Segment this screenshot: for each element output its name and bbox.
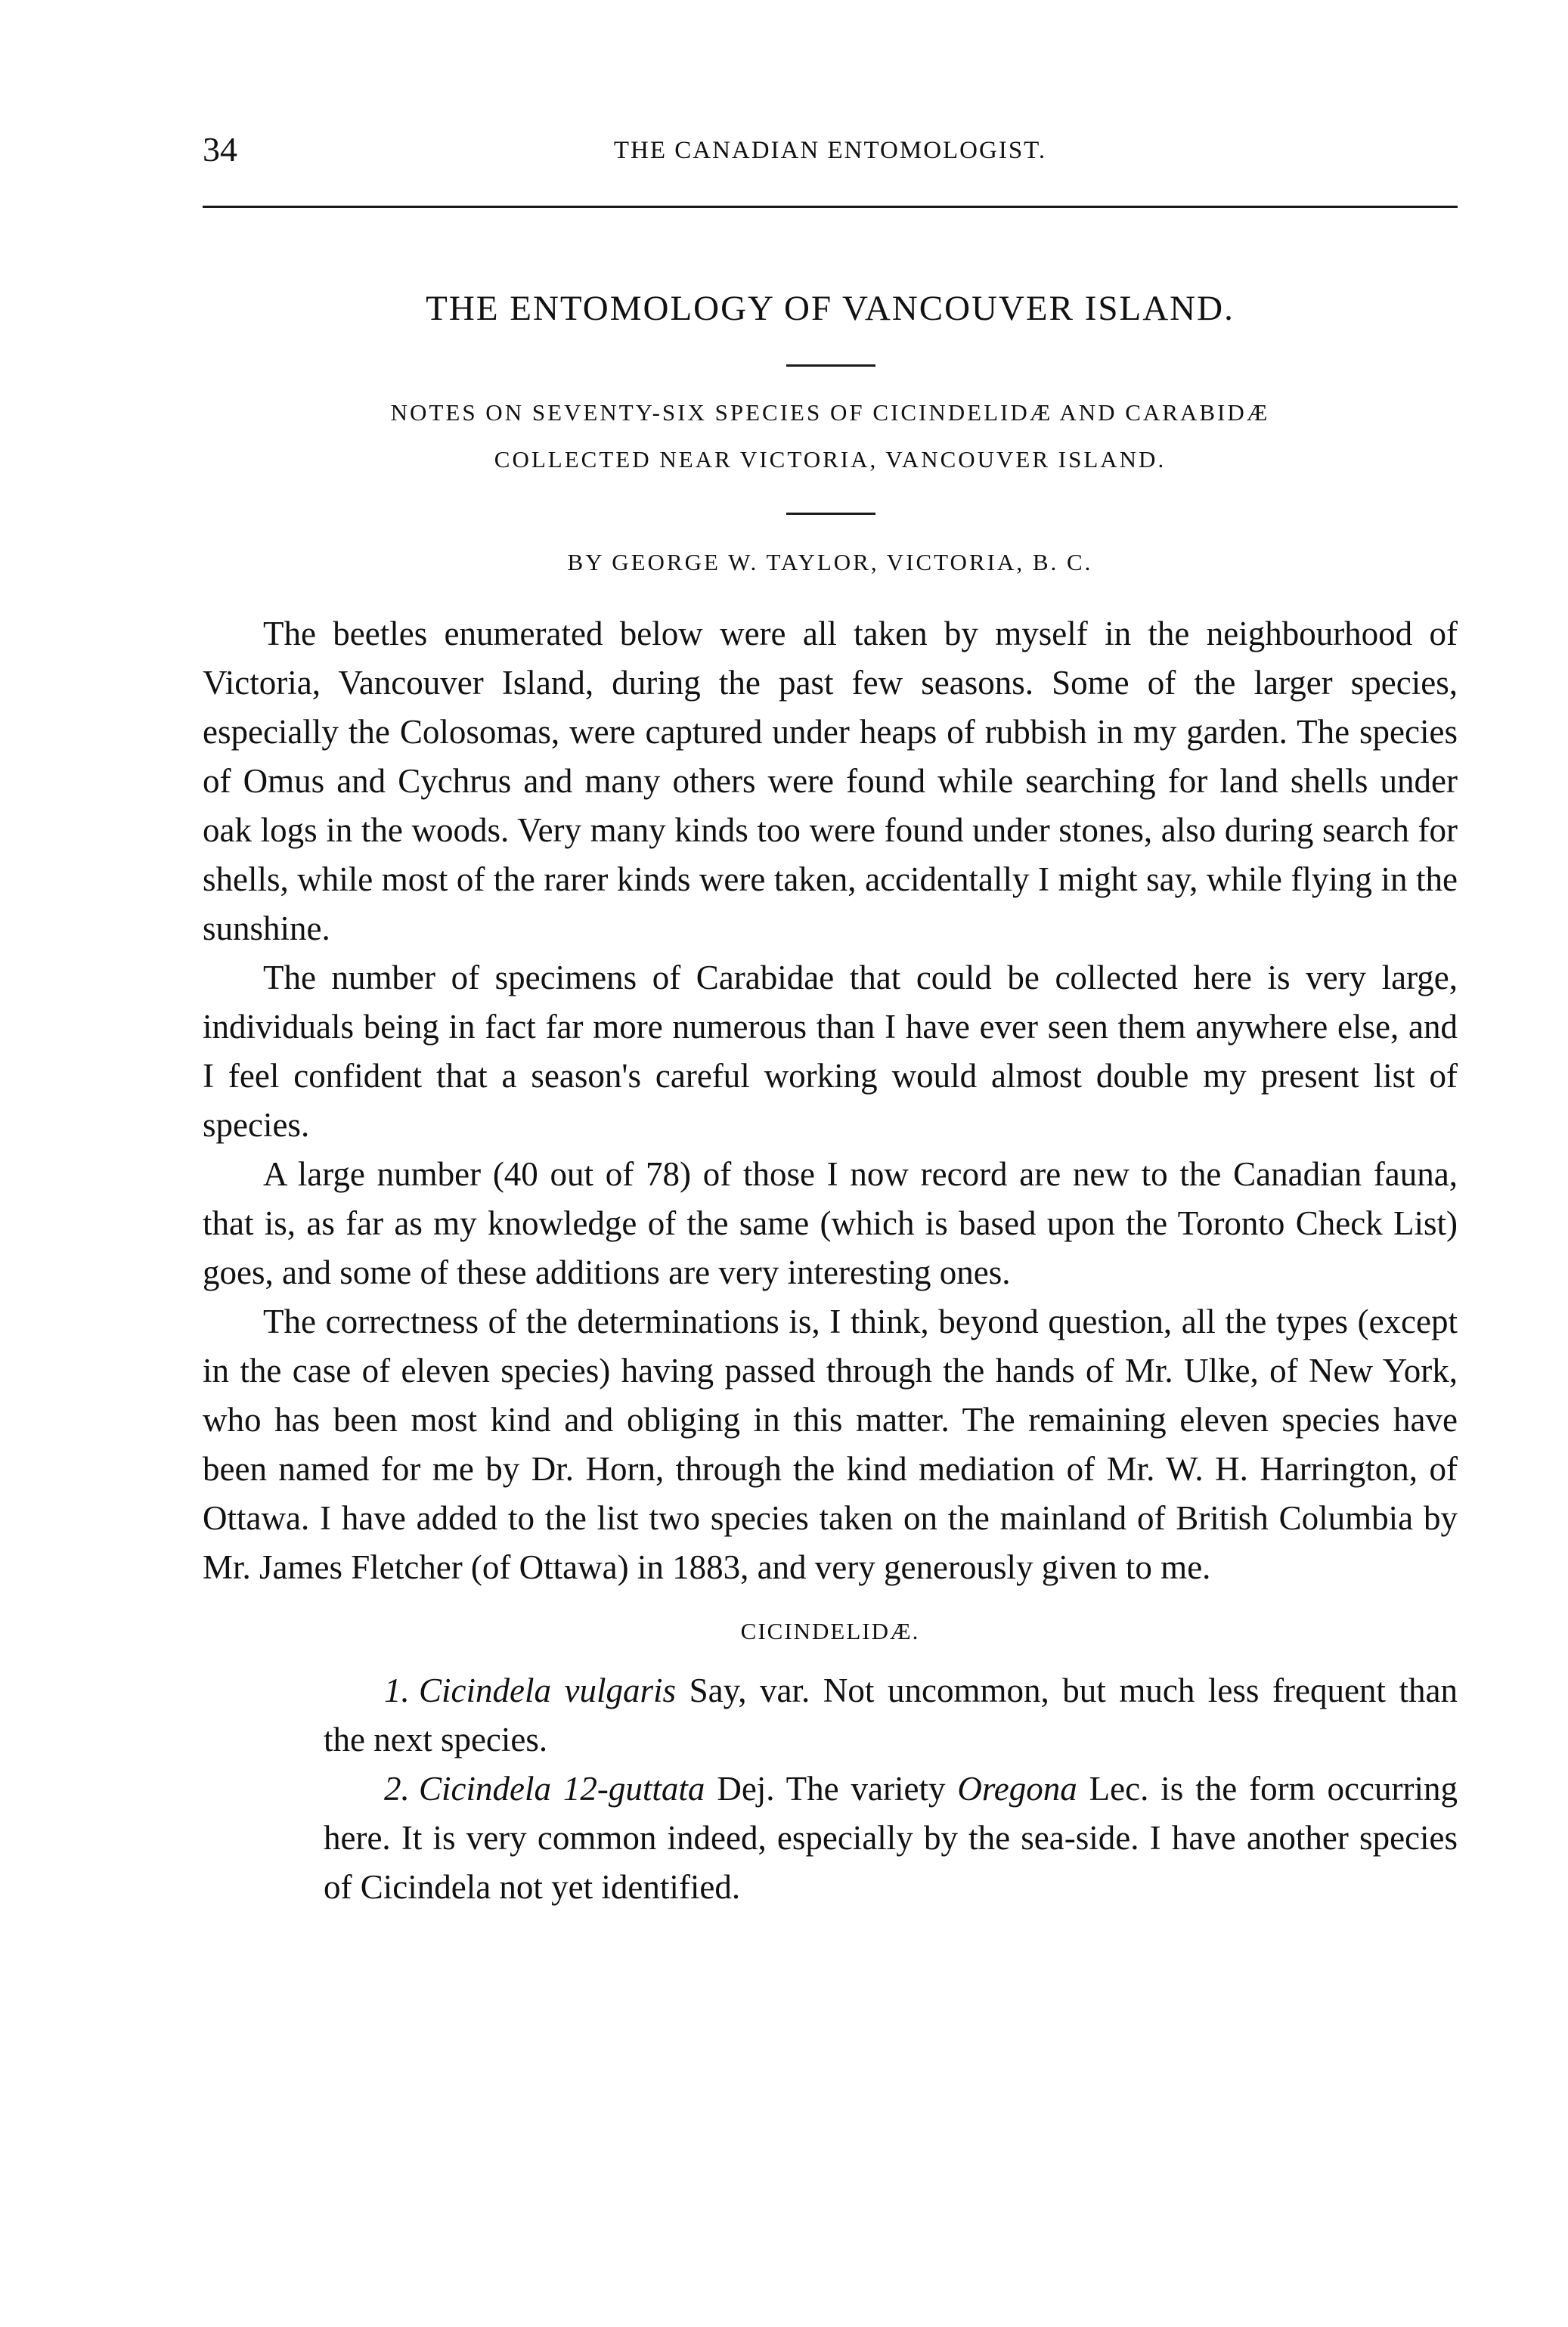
entry-taxon: Cicindela vulgaris bbox=[419, 1672, 677, 1709]
subtitle-divider bbox=[786, 513, 875, 515]
paragraph-2: The number of specimens of Carabidae that could be collected here is very large, individuals being in fact far more numerous than I have ever seen them anywhere else, and I feel confident that a season's careful working would almost double my present list of species. bbox=[203, 959, 1458, 1144]
title-divider bbox=[786, 364, 875, 367]
paragraph-1: The beetles enumerated below were all taken by myself in the neighbourhood of Victoria, Vancouver Island, during the past few seasons. Some of the larger species, especially the Colosomas, were captured under heaps of rubbish in my garden. The species of Omus and Cychrus and many others were found while searching for land shells under oak logs in the woods. Very many kinds too were found under stones, also during search for shells, while most of the rarer kinds were taken, accidentally I might say, while flying in the sunshine. bbox=[203, 615, 1458, 947]
header-rule bbox=[203, 206, 1458, 208]
entry-author: Dej. bbox=[705, 1770, 775, 1808]
article-title: THE ENTOMOLOGY OF VANCOUVER ISLAND. bbox=[426, 289, 1235, 328]
species-entry bbox=[203, 1765, 1458, 1912]
entry-text: The variety bbox=[774, 1770, 958, 1808]
entry-text: Not uncommon, but much less frequent than the next species. bbox=[324, 1672, 1458, 1758]
entry-taxon: Cicindela 12-guttata bbox=[419, 1770, 705, 1808]
section-heading: CICINDELIDÆ. bbox=[740, 1618, 920, 1644]
running-head bbox=[203, 127, 1458, 172]
article-subtitle-line-1: NOTES ON SEVENTY-SIX SPECIES OF CICINDELIDÆ AND CARABIDÆ bbox=[390, 399, 1270, 426]
article-body bbox=[203, 609, 1458, 1912]
entry-number: 2. bbox=[384, 1770, 410, 1808]
article-subtitle-line-2: COLLECTED NEAR VICTORIA, VANCOUVER ISLAND. bbox=[494, 446, 1167, 473]
journal-title: THE CANADIAN ENTOMOLOGIST. bbox=[613, 137, 1047, 164]
species-entry bbox=[203, 1666, 1458, 1765]
entry-text-continued: is the form occurring here. It is very common indeed, especially by the sea-side. I have another species of Cicindela not yet identified. bbox=[324, 1770, 1458, 1906]
paragraph-4: The correctness of the determinations is, I think, beyond question, all the types (except in the case of eleven species) having passed through the hands of Mr. Ulke, of New York, who has been most kind and obliging in this matter. The remaining eleven species have been named for me by Dr. Horn, through the kind mediation of Mr. W. H. Harrington, of Ottawa. I have added to the list two species taken on the mainland of British Columbia by Mr. James Fletcher (of Ottawa) in 1883, and very generously given to me. bbox=[203, 1303, 1458, 1586]
entry-number: 1. bbox=[384, 1672, 410, 1709]
entry-author: Say, var. bbox=[676, 1672, 810, 1709]
page-number: 34 bbox=[203, 130, 237, 169]
author-byline: BY GEORGE W. TAYLOR, VICTORIA, B. C. bbox=[567, 549, 1093, 575]
entry-variety-author: Lec. bbox=[1077, 1770, 1149, 1808]
paragraph-3: A large number (40 out of 78) of those I now record are new to the Canadian fauna, that is, as far as my knowledge of the same (which is based upon the Toronto Check List) goes, and some of these additions are very interesting ones. bbox=[203, 1155, 1458, 1291]
entry-variety: Oregona bbox=[957, 1770, 1077, 1808]
